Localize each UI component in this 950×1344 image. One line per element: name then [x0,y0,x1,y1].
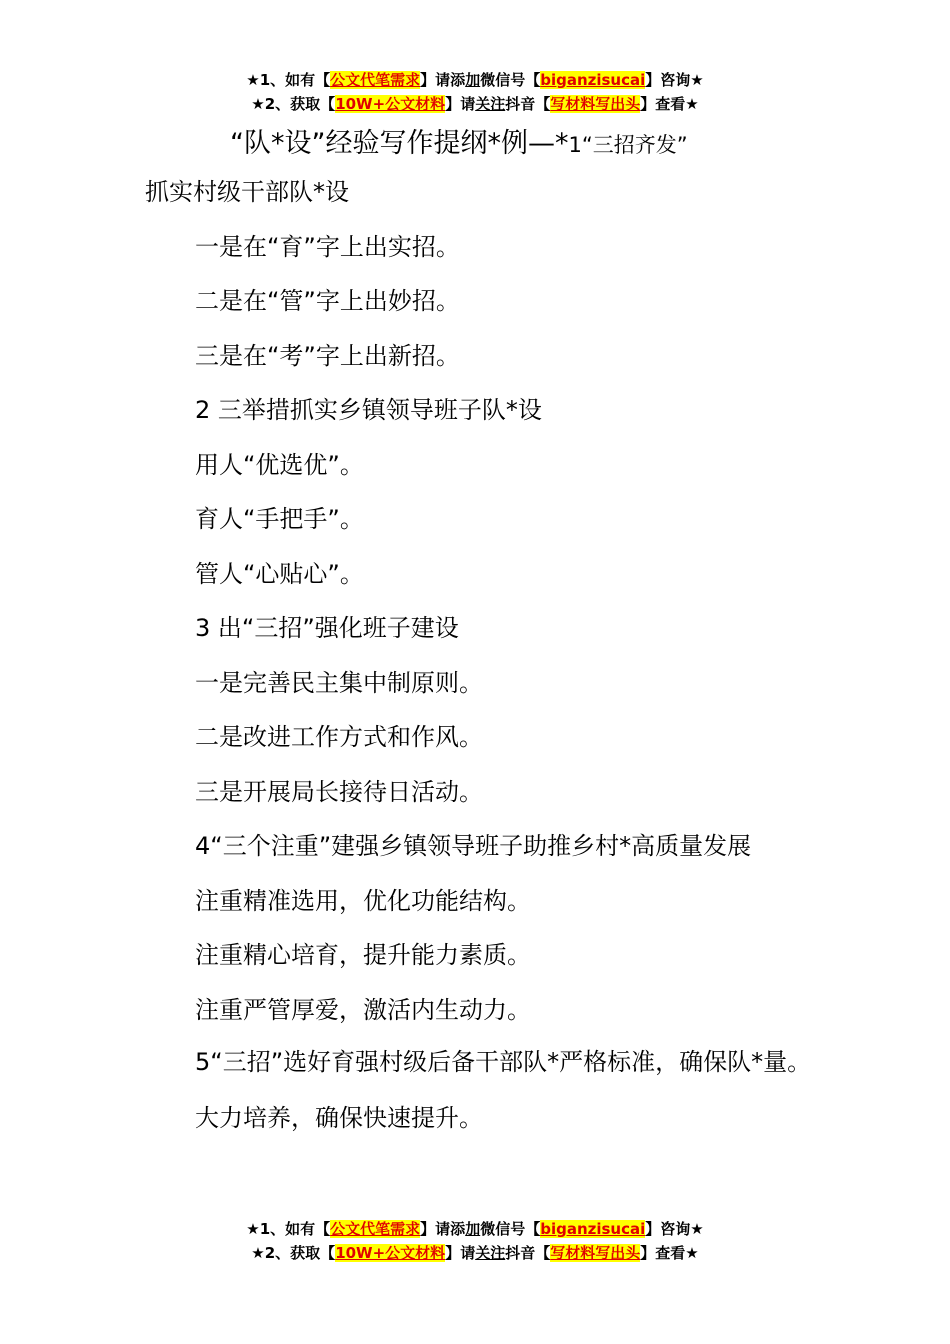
banner-line-1: ★1、如有【公文代笔需求】请添加微信号【biganzisucai】咨询★ [246,71,704,89]
document-title [230,124,688,165]
highlight-douyin-account: 写材料写出头 [550,1244,641,1262]
paragraph: 抓实村级干部队*设 [145,178,349,206]
paragraph: 一是在“育”字上出实招。 [195,232,460,261]
paragraph: 大力培养，确保快速提升。 [195,1104,483,1132]
document-body [145,168,815,1149]
paragraph: 三是开展局长接待日活动。 [195,777,483,806]
highlight-materials: 10W+公文材料 [335,95,446,113]
section-heading: 2 三举措抓实乡镇领导班子队*设 [195,396,542,424]
paragraph: 二是改进工作方式和作风。 [195,723,483,751]
highlight-douyin-account: 写材料写出头 [550,95,641,113]
title-suffix: 1“三招齐发” [568,133,688,157]
paragraph: 三是在“考”字上出新招。 [195,341,460,370]
highlight-wechat-id: biganzisucai [540,71,646,89]
section-heading: 3 出“三招”强化班子建设 [195,614,459,642]
banner-line-1: ★1、如有【公文代笔需求】请添加微信号【biganzisucai】咨询★ [246,1220,704,1238]
paragraph: 育人“手把手”。 [195,505,364,533]
header-banner [0,68,950,116]
highlight-service: 公文代笔需求 [330,71,421,89]
paragraph: 注重精准选用，优化功能结构。 [195,886,531,915]
highlight-materials: 10W+公文材料 [335,1244,446,1262]
title-main: “队*设”经验写作提纲*例—* [230,128,569,159]
section-heading: 5“三招”选好育强村级后备干部队*严格标准，确保队*量。 [195,1048,812,1076]
highlight-service: 公文代笔需求 [330,1220,421,1238]
footer-banner [0,1217,950,1265]
paragraph: 注重严管厚爱，激活内生动力。 [195,995,531,1024]
section-heading: 4“三个注重”建强乡镇领导班子助推乡村*高质量发展 [195,832,752,860]
paragraph: 二是在“管”字上出妙招。 [195,287,460,315]
paragraph: 用人“优选优”。 [195,450,364,479]
paragraph: 管人“心贴心”。 [195,559,364,588]
banner-line-2: ★2、获取【10W+公文材料】请关注抖音【写材料写出头】查看★ [251,95,699,113]
paragraph: 注重精心培育，提升能力素质。 [195,941,531,969]
banner-line-2: ★2、获取【10W+公文材料】请关注抖音【写材料写出头】查看★ [251,1244,699,1262]
highlight-wechat-id: biganzisucai [540,1220,646,1238]
paragraph: 一是完善民主集中制原则。 [195,668,483,697]
